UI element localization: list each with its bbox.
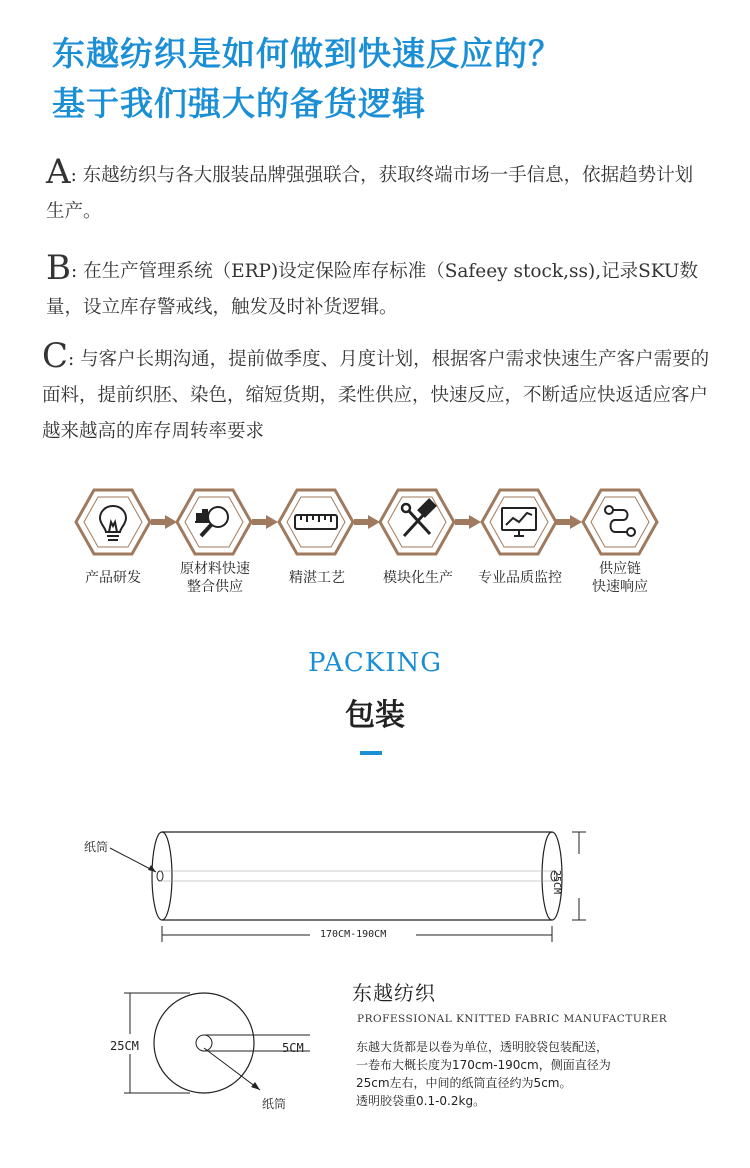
lightbulb-icon — [100, 506, 126, 540]
step-4-label: 模块化生产 — [383, 570, 453, 586]
step-1-hexagon — [74, 488, 152, 556]
point-a — [46, 154, 710, 230]
hammer-wrench-icon — [402, 500, 435, 536]
ruler-icon — [295, 515, 337, 529]
step-4-hexagon — [378, 488, 456, 556]
magnifier-chart-icon — [195, 507, 228, 536]
step-6-hexagon — [581, 488, 659, 556]
desc-line-3: 25cm左右，中间的纸筒直径约为5cm。 — [356, 1076, 572, 1090]
desc-line-4: 透明胶袋重0.1-0.2kg。 — [356, 1094, 486, 1108]
desc-line-2: 一卷布大概长度为170cm-190cm，侧面直径为 — [356, 1058, 611, 1072]
brand-name-en: PROFESSIONAL KNITTED FABRIC MANUFACTURER — [357, 1013, 668, 1025]
point-c-letter: C — [42, 336, 69, 376]
step-3-label: 精湛工艺 — [289, 570, 345, 586]
flow-arrow-5-icon — [556, 515, 582, 529]
tube-label-side: 纸筒 — [84, 840, 109, 854]
point-b — [46, 250, 710, 326]
step-2-hexagon — [175, 488, 253, 556]
headline-line-2: 基于我们强大的备货逻辑 — [52, 84, 426, 123]
step-5-hexagon — [480, 488, 558, 556]
step-5-label: 专业品质监控 — [478, 570, 562, 586]
packing-description — [356, 1038, 696, 1110]
point-c-text: : 与客户长期沟通，提前做季度、月度计划，根据客户需求快速生产客户需要的面料，提前织胚、染色，缩短货期，柔性供应，快速反应，不断适应快返适应客户越来越高的库存周转率要求 — [42, 349, 710, 442]
point-c — [42, 338, 720, 450]
packing-title-en: PACKING — [308, 648, 442, 678]
flow-arrow-4-icon — [455, 515, 481, 529]
headline-line-1: 东越纺织是如何做到快速反应的？ — [52, 34, 562, 73]
length-label: 170CM-190CM — [320, 929, 387, 940]
desc-line-1: 东越大货都是以卷为单位，透明胶袋包装配送， — [356, 1040, 609, 1054]
step-6-label: 供应链 快速响应 — [592, 561, 648, 595]
roll-side-diagram — [80, 826, 620, 946]
point-b-letter: B — [46, 248, 71, 288]
monitor-chart-icon — [502, 508, 536, 536]
packing-underline — [360, 751, 382, 755]
tube-label-end: 纸筒 — [262, 1097, 287, 1111]
flow-arrow-1-icon — [151, 515, 177, 529]
point-b-text: : 在生产管理系统（ERP)设定保险库存标准（Safeey stock,ss),记录SKU数量，设立库存警戒线，触发及时补货逻辑。 — [46, 261, 699, 318]
diameter-label-end: 25CM — [110, 1039, 139, 1053]
diameter-label-side: 25CM — [551, 870, 562, 895]
step-2-label: 原材料快速 整合供应 — [180, 561, 250, 595]
flow-arrow-2-icon — [252, 515, 278, 529]
core-label: 5CM — [282, 1041, 304, 1055]
packing-title-cn: 包装 — [345, 698, 405, 733]
brand-name-cn: 东越纺织 — [352, 981, 436, 1005]
flow-arrow-3-icon — [354, 515, 380, 529]
step-3-hexagon — [277, 488, 355, 556]
step-1-label: 产品研发 — [85, 570, 141, 586]
route-icon — [605, 506, 635, 536]
point-a-letter: A — [46, 152, 71, 192]
point-a-text: : 东越纺织与各大服装品牌强强联合，获取终端市场一手信息，依据趋势计划生产。 — [46, 165, 694, 222]
